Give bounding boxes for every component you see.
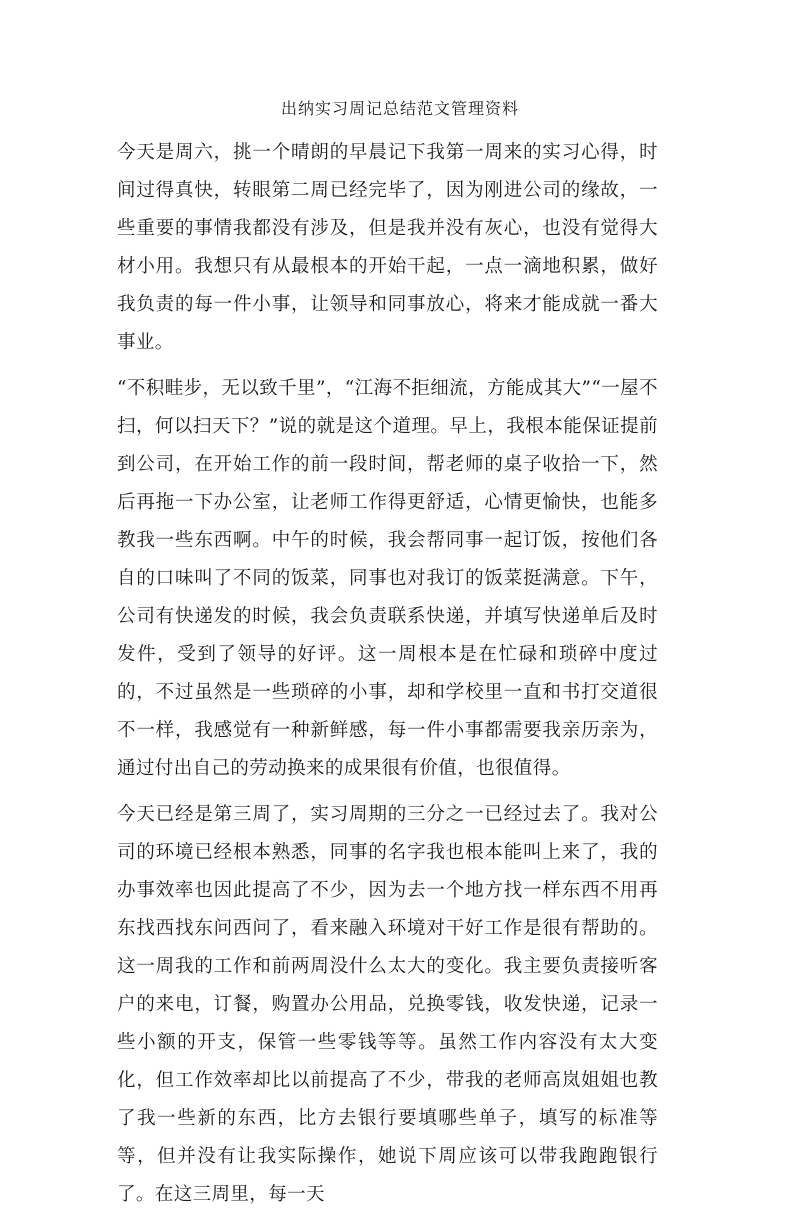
paragraph-1: 今天是周六，挑一个晴朗的早晨记下我第一周来的实习心得，时间过得真快，转眼第二周已经完毕了，因为刚进公司的缘故，一些重要的事情我都没有涉及，但是我并没有灰心，也没有觉得大材小用。我想只有从最根本的开始干起，一点一滴地积累，做好我负责的每一件小事，让领导和同事放心，将来才能成就一番大事业。 — [117, 142, 658, 353]
document-body — [117, 134, 658, 1214]
paragraph-2: “不积畦步，无以致千里”，“江海不拒细流，方能成其大”“一屋不扫，何以扫天下？”说的就是这个道理。早上，我根本能保证提前到公司，在开始工作的前一段时间，帮老师的桌子收拾一下，然后再拖一下办公室，让老师工作得更舒适，心情更愉快，也能多教我一些东西啊。中午的时候，我会帮同事一起订饭，按他们各自的口味叫了不同的饭菜，同事也对我订的饭菜挺满意。下午，公司有快递发的时候，我会负责联系快递，并填写快递单后及时发件，受到了领导的好评。这一周根本是在忙碌和琐碎中度过的，不过虽然是一些琐碎的小事，却和学校里一直和书打交道很不一样，我感觉有一种新鲜感，每一件小事都需要我亲历亲为，通过付出自己的劳动换来的成果很有价值，也很值得。 — [117, 378, 658, 779]
paragraph-3: 今天已经是第三周了，实习周期的三分之一已经过去了。我对公司的环境已经根本熟悉，同事的名字我也根本能叫上来了，我的办事效率也因此提高了不少，因为去一个地方找一样东西不用再东找西找东问西问了，看来融入环境对干好工作是很有帮助的。这一周我的工作和前两周没什么太大的变化。我主要负责接听客户的来电，订餐，购置办公用品，兑换零钱，收发快递，记录一些小额的开支，保管一些零钱等等。虽然工作内容没有太大变化，但工作效率却比以前提高了不少，带我的老师高岚姐姐也教了我一些新的东西，比方去银行要填哪些单子，填写的标准等等，但并没有让我实际操作，她说下周应该可以带我跑跑银行了。在这三周里，每一天 — [117, 804, 658, 1205]
document-title: 出纳实习周记总结范文管理资料 — [280, 99, 519, 118]
